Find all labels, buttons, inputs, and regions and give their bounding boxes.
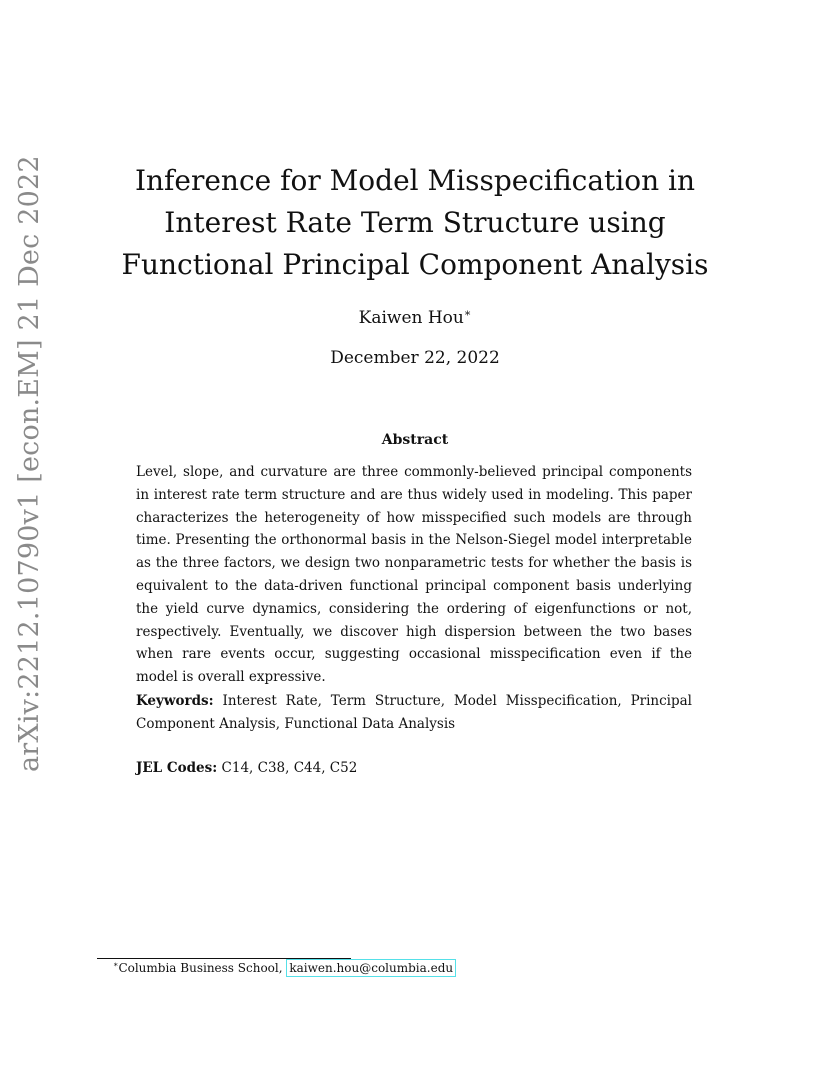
author-line xyxy=(95,308,735,328)
arxiv-identifier-stamp: arXiv:2212.10790v1 [econ.EM] 21 Dec 2022 xyxy=(14,155,45,772)
author-affiliation-footnote xyxy=(113,961,456,975)
footnote-affiliation: Columbia Business School, xyxy=(118,961,287,975)
abstract-text: Level, slope, and curvature are three commonly-believed principal components in interest rate term structure and are thus widely used in modeling. This paper characterizes the heterogeneity of how misspecified such models are through time. Presenting the orthonormal basis in the Nelson-Siegel model interpretable as the three factors, we design two nonparametric tests for whether the basis is equivalent to the data-driven functional principal component basis underlying the yield curve dynamics, considering the ordering of eigenfunctions or not, respectively. Eventually, we discover high dispersion between the two bases when rare events occur, suggesting occasional misspecification even if the model is overall expressive. xyxy=(136,464,692,686)
abstract-heading: Abstract xyxy=(381,432,449,448)
jel-codes-text: C14, C38, C44, C52 xyxy=(221,760,358,776)
jel-codes-label: JEL Codes: xyxy=(136,760,218,776)
keywords-section xyxy=(136,690,692,736)
author-name: Kaiwen Hou xyxy=(358,308,464,328)
paper-date: December 22, 2022 xyxy=(330,348,500,368)
author-footnote-marker: ∗ xyxy=(463,306,472,320)
footnote-marker: ∗ xyxy=(113,960,119,969)
jel-codes-section xyxy=(136,760,692,776)
keywords-text: Interest Rate, Term Structure, Model Misspecification, Principal Component Analysis, Functional Data Analysis xyxy=(136,693,693,732)
author-email-link[interactable]: kaiwen.hou@columbia.edu xyxy=(286,959,456,977)
keywords-label: Keywords: xyxy=(136,693,214,709)
paper-title: Inference for Model Misspecification in Interest Rate Term Structure using Functional Principal Component Analysis xyxy=(121,164,709,281)
